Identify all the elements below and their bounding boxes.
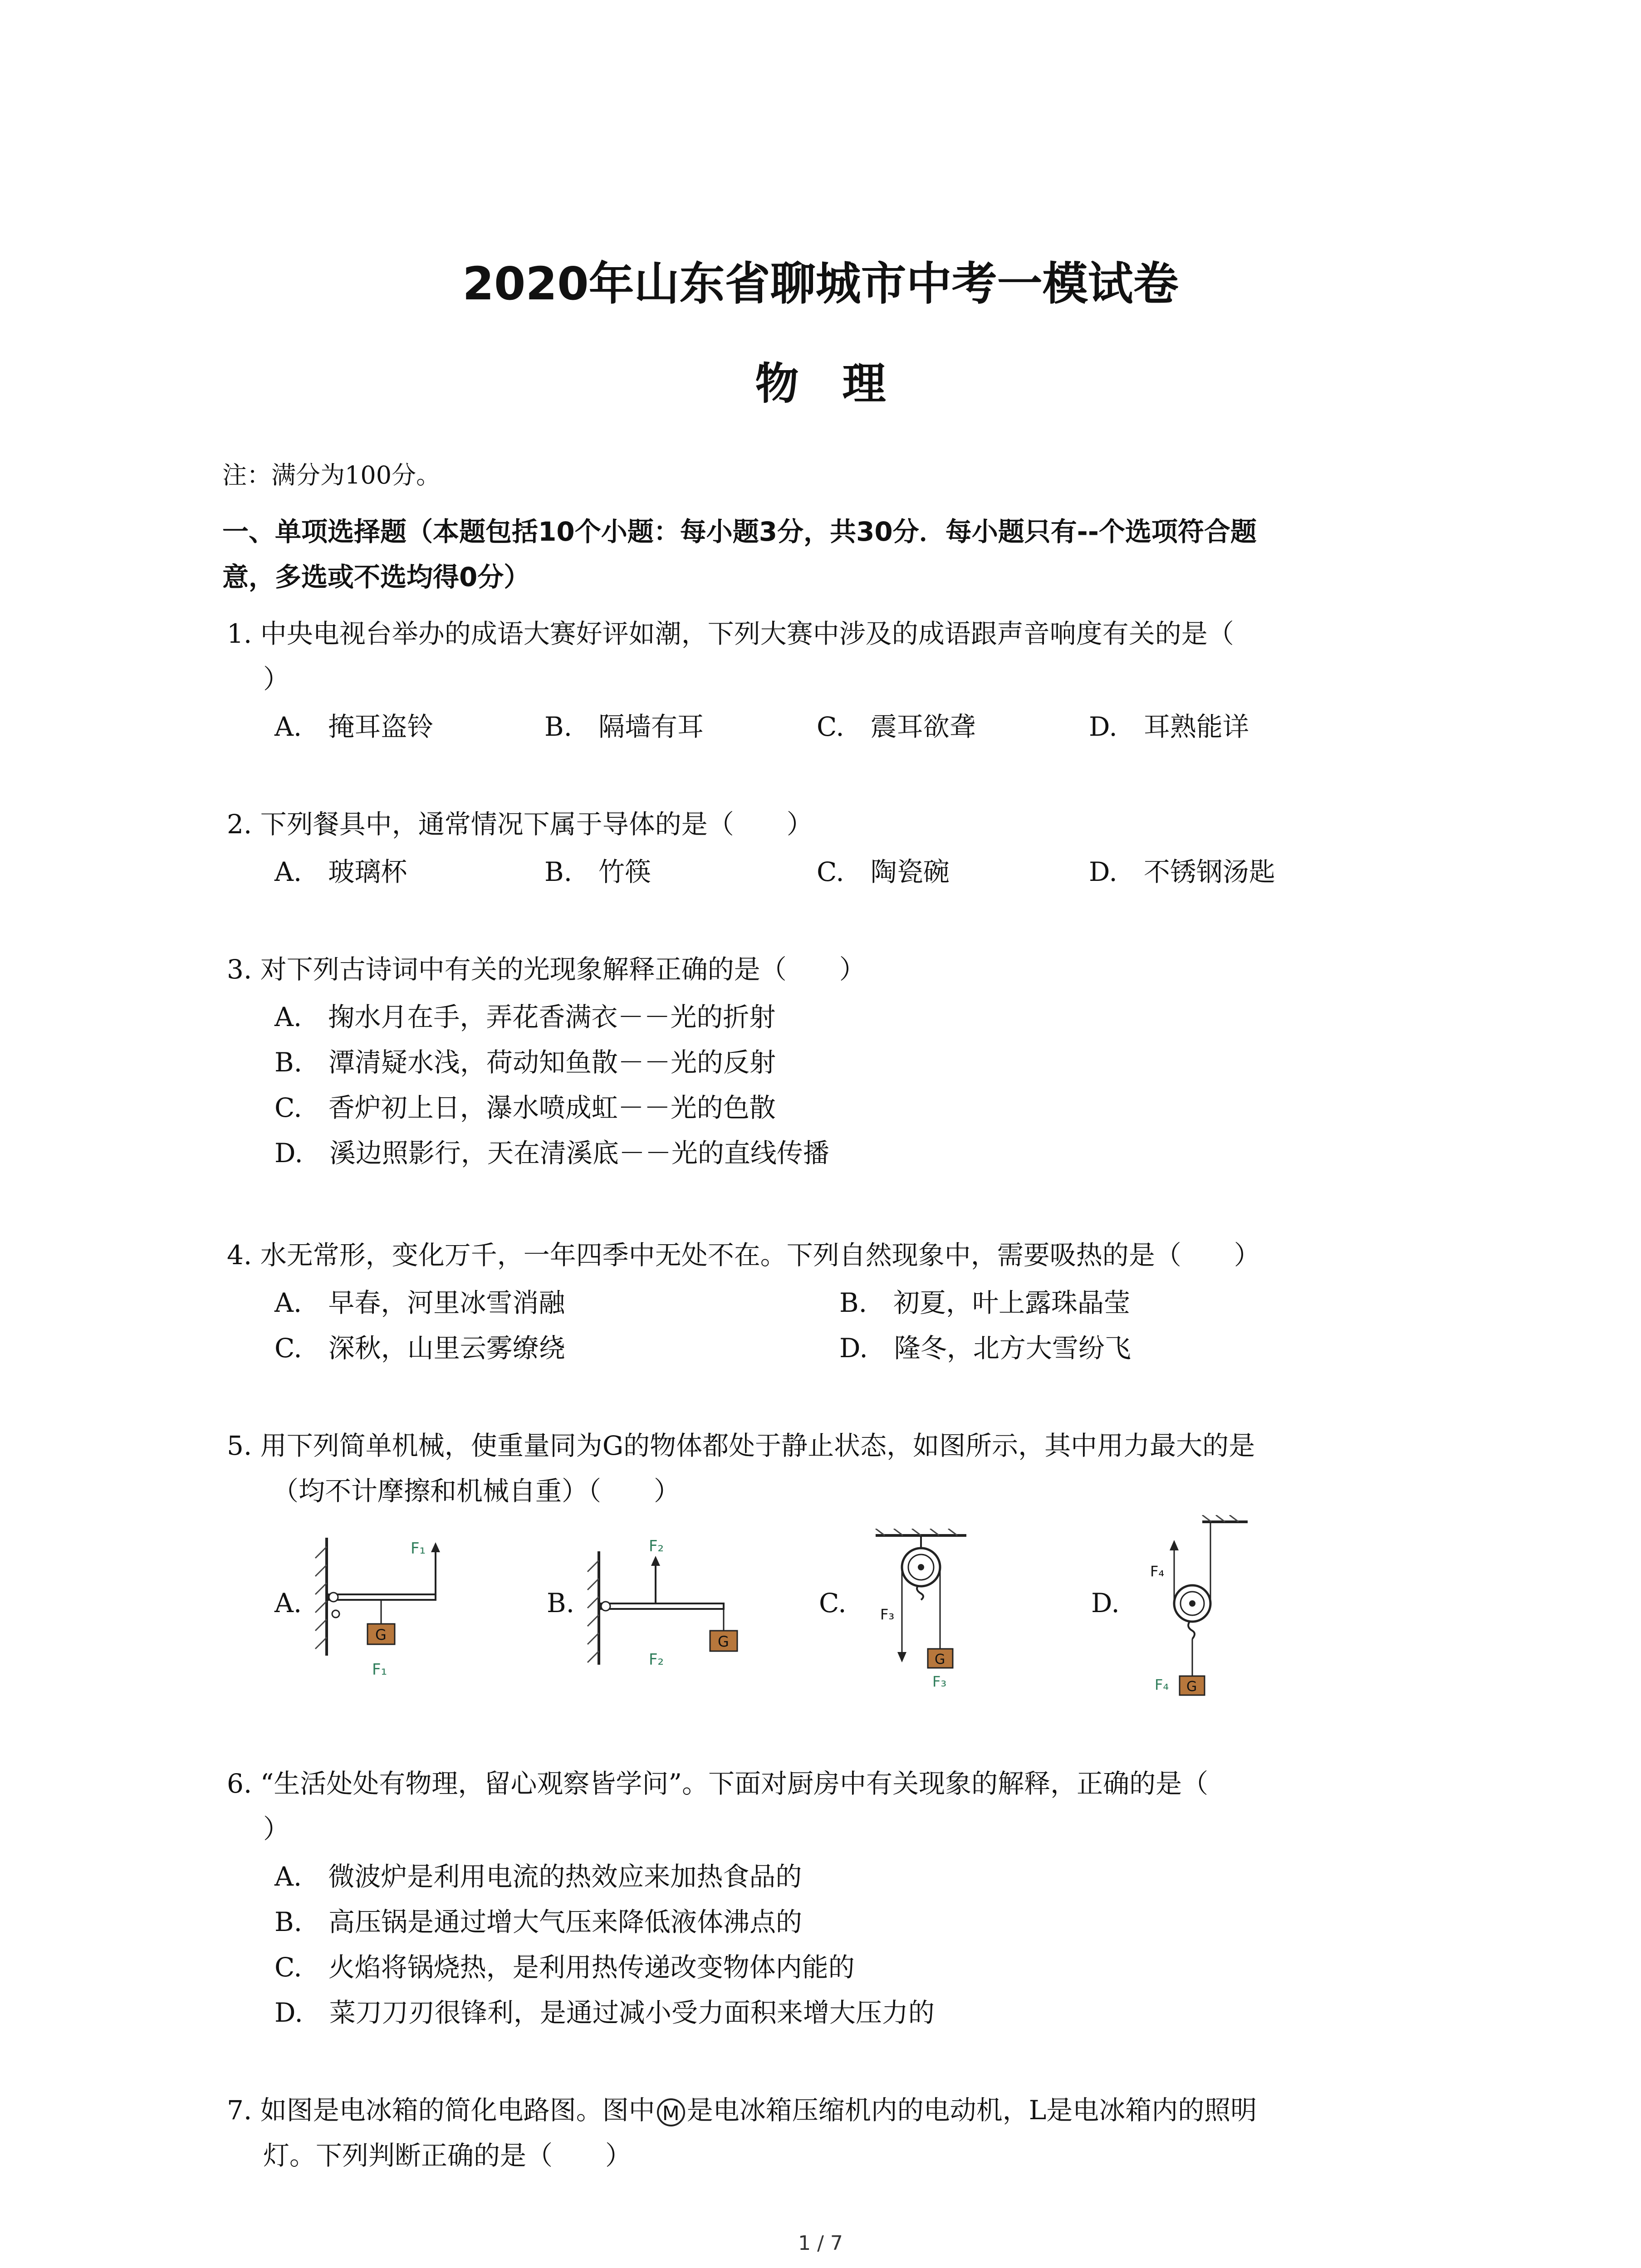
- q5-option-d: D.: [1091, 1588, 1120, 1618]
- q1-option-a: A. 掩耳盗铃: [274, 711, 434, 742]
- question-3: 3. 对下列古诗词中有关的光现象解释正确的是（ ）: [227, 954, 866, 985]
- q6-option-b: B. 高压锅是通过增大气压来降低液体沸点的: [274, 1906, 803, 1937]
- question-7-text-pre: 7. 如图是电冰箱的简化电路图。图中: [227, 2095, 655, 2126]
- section-heading-line2: 意，多选或不选均得0分）: [222, 562, 530, 592]
- figure-d-g-label: G: [1186, 1679, 1197, 1695]
- page-number: 1 / 7: [798, 2232, 843, 2255]
- q3-option-b: B. 潭清疑水浅，荷动知鱼散－－光的反射: [274, 1047, 776, 1078]
- q4-option-b: B. 初夏，叶上露珠晶莹: [839, 1287, 1131, 1318]
- subject-title: 物 理: [755, 358, 886, 409]
- q5-option-c: C.: [819, 1588, 847, 1618]
- score-note: 注：满分为100分。: [222, 461, 441, 489]
- q4-option-c: C. 深秋，山里云雾缭绕: [274, 1333, 565, 1364]
- figure-a-g-label: G: [375, 1626, 387, 1643]
- figure-b-f2-top-label: F₂: [649, 1537, 664, 1555]
- figure-a-f1-top-label: F₁: [411, 1540, 426, 1558]
- figure-c-g-label: G: [935, 1652, 945, 1667]
- question-6-cont: ）: [263, 1813, 290, 1844]
- question-5-cont: （均不计摩擦和机械自重）（ ）: [272, 1476, 681, 1506]
- q4-option-d: D. 隆冬，北方大雪纷飞: [839, 1333, 1131, 1364]
- figure-b-lever: [581, 1533, 740, 1683]
- q3-option-d: D. 溪边照影行，天在清溪底－－光的直线传播: [274, 1138, 829, 1168]
- question-1: 1. 中央电视台举办的成语大赛好评如潮，下列大赛中涉及的成语跟声音响度有关的是（: [227, 618, 1234, 649]
- q2-option-d: D. 不锈钢汤匙: [1089, 856, 1275, 887]
- question-7-text-post: 是电冰箱压缩机内的电动机，L是电冰箱内的照明: [686, 2095, 1257, 2126]
- q2-option-c: C. 陶瓷碗: [817, 856, 950, 887]
- q2-option-b: B. 竹筷: [544, 856, 652, 887]
- q2-option-a: A. 玻璃杯: [274, 856, 407, 887]
- figure-b-g-label: G: [718, 1633, 729, 1650]
- section-heading-line1: 一、单项选择题（本题包括10个小题：每小题3分，共30分．每小题只有--个选项符合题: [222, 516, 1257, 547]
- figure-b-f2-bottom-label: F₂: [649, 1651, 664, 1669]
- q1-option-c: C. 震耳欲聋: [817, 711, 976, 742]
- q1-option-d: D. 耳熟能详: [1089, 711, 1249, 742]
- q5-option-a: A.: [274, 1588, 302, 1618]
- figure-d-f4-bottom-label: F₄: [1155, 1676, 1169, 1693]
- q5-option-b: B.: [547, 1588, 575, 1618]
- q1-option-b: B. 隔墙有耳: [544, 711, 704, 742]
- q4-option-a: A. 早春，河里冰雪消融: [274, 1287, 565, 1318]
- question-5: 5. 用下列简单机械，使重量同为G的物体都处于静止状态，如图所示，其中用力最大的是: [227, 1430, 1255, 1461]
- question-4: 4. 水无常形，变化万千，一年四季中无处不在。下列自然现象中，需要吸热的是（ ）: [227, 1240, 1260, 1271]
- figure-c-fixed-pulley: [862, 1529, 989, 1692]
- question-2: 2. 下列餐具中，通常情况下属于导体的是（ ）: [227, 809, 813, 840]
- question-7: [227, 2089, 1257, 2127]
- figure-c-f3-bottom-label: F₃: [932, 1673, 947, 1690]
- question-6: 6. “生活处处有物理，留心观察皆学问”。下面对厨房中有关现象的解释，正确的是（: [227, 1768, 1209, 1799]
- page-title: 2020年山东省聊城市中考一模试卷: [462, 257, 1179, 310]
- figure-a-f1-bottom-label: F₁: [372, 1661, 387, 1679]
- q3-option-c: C. 香炉初上日，瀑水喷成虹－－光的色散: [274, 1092, 776, 1123]
- q6-option-c: C. 火焰将锅烧热，是利用热传递改变物体内能的: [274, 1952, 855, 1983]
- question-7-cont: 灯。下列判断正确的是（ ）: [263, 2140, 632, 2171]
- q3-option-a: A. 掬水月在手，弄花香满衣－－光的折射: [274, 1002, 776, 1032]
- q6-option-d: D. 菜刀刀刃很锋利，是通过减小受力面积来增大压力的: [274, 1997, 935, 2028]
- figure-a-lever: [309, 1533, 463, 1683]
- motor-symbol-icon: M: [657, 2098, 685, 2126]
- q6-option-a: A. 微波炉是利用电流的热效应来加热食品的: [274, 1861, 802, 1892]
- figure-d-movable-pulley: [1134, 1515, 1252, 1706]
- figure-c-f3-side-label: F₃: [880, 1606, 895, 1623]
- figure-d-f4-top-label: F₄: [1150, 1563, 1165, 1580]
- question-1-cont: ）: [263, 664, 290, 694]
